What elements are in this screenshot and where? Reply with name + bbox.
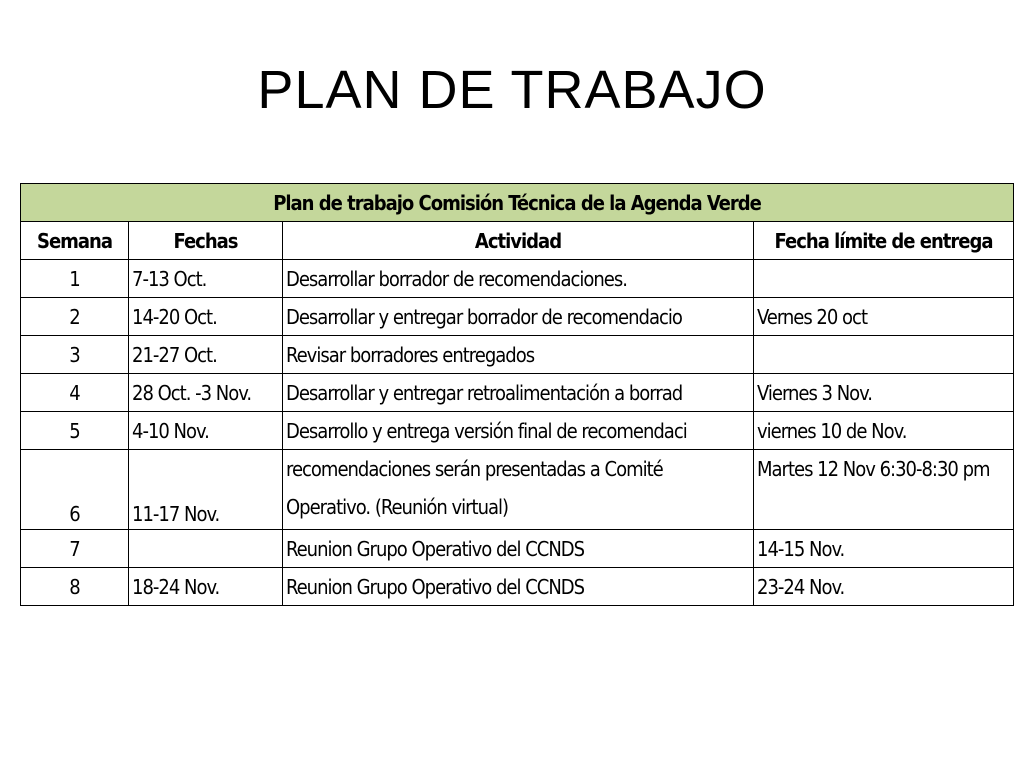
- table-row: [21, 568, 1014, 606]
- cell-fechas: 11-17 Nov.: [129, 450, 283, 530]
- page-title: PLAN DE TRABAJO: [257, 60, 767, 120]
- header-actividad: Actividad: [283, 222, 754, 260]
- cell-semana: 3: [21, 336, 129, 374]
- cell-semana: 8: [21, 568, 129, 606]
- cell-semana: 2: [21, 298, 129, 336]
- cell-fecha-limite: 14-15 Nov.: [754, 530, 1014, 568]
- cell-fechas: [129, 530, 283, 568]
- cell-fecha-limite: Martes 12 Nov 6:30-8:30 pm: [754, 450, 1014, 530]
- cell-semana: 1: [21, 260, 129, 298]
- cell-actividad: Reunion Grupo Operativo del CCNDS: [283, 568, 754, 606]
- table-row: [21, 374, 1014, 412]
- cell-fecha-limite: [754, 260, 1014, 298]
- cell-actividad: Desarrollo y entrega versión final de recomendaci: [283, 412, 754, 450]
- header-fecha-limite: Fecha límite de entrega: [754, 222, 1014, 260]
- cell-fecha-limite: viernes 10 de Nov.: [754, 412, 1014, 450]
- table-row: [21, 260, 1014, 298]
- cell-fecha-limite: [754, 336, 1014, 374]
- cell-actividad: Desarrollar y entregar borrador de recomendacio: [283, 298, 754, 336]
- cell-fecha-limite: Viernes 3 Nov.: [754, 374, 1014, 412]
- cell-actividad: Revisar borradores entregados: [283, 336, 754, 374]
- header-fechas: Fechas: [129, 222, 283, 260]
- cell-semana: 6: [21, 450, 129, 530]
- cell-fechas: 7-13 Oct.: [129, 260, 283, 298]
- cell-fechas: 28 Oct. -3 Nov.: [129, 374, 283, 412]
- cell-fechas: 21-27 Oct.: [129, 336, 283, 374]
- cell-fecha-limite: Vernes 20 oct: [754, 298, 1014, 336]
- table-row: [21, 530, 1014, 568]
- cell-semana: 5: [21, 412, 129, 450]
- header-semana: Semana: [21, 222, 129, 260]
- cell-actividad: recomendaciones serán presentadas a Comité Operativo. (Reunión virtual): [283, 450, 754, 530]
- cell-actividad: Desarrollar y entregar retroalimentación a borrad: [283, 374, 754, 412]
- cell-fechas: 4-10 Nov.: [129, 412, 283, 450]
- table-row: [21, 298, 1014, 336]
- table-row: [21, 412, 1014, 450]
- work-plan-table: [20, 183, 1014, 606]
- table-header-row: [21, 222, 1014, 260]
- cell-fechas: 14-20 Oct.: [129, 298, 283, 336]
- table-row: [21, 336, 1014, 374]
- table-caption: Plan de trabajo Comisión Técnica de la Agenda Verde: [21, 184, 1014, 222]
- cell-actividad: Reunion Grupo Operativo del CCNDS: [283, 530, 754, 568]
- cell-semana: 4: [21, 374, 129, 412]
- cell-semana: 7: [21, 530, 129, 568]
- table-row: [21, 450, 1014, 530]
- table-caption-row: [21, 184, 1014, 222]
- cell-fecha-limite: 23-24 Nov.: [754, 568, 1014, 606]
- cell-actividad: Desarrollar borrador de recomendaciones.: [283, 260, 754, 298]
- cell-fechas: 18-24 Nov.: [129, 568, 283, 606]
